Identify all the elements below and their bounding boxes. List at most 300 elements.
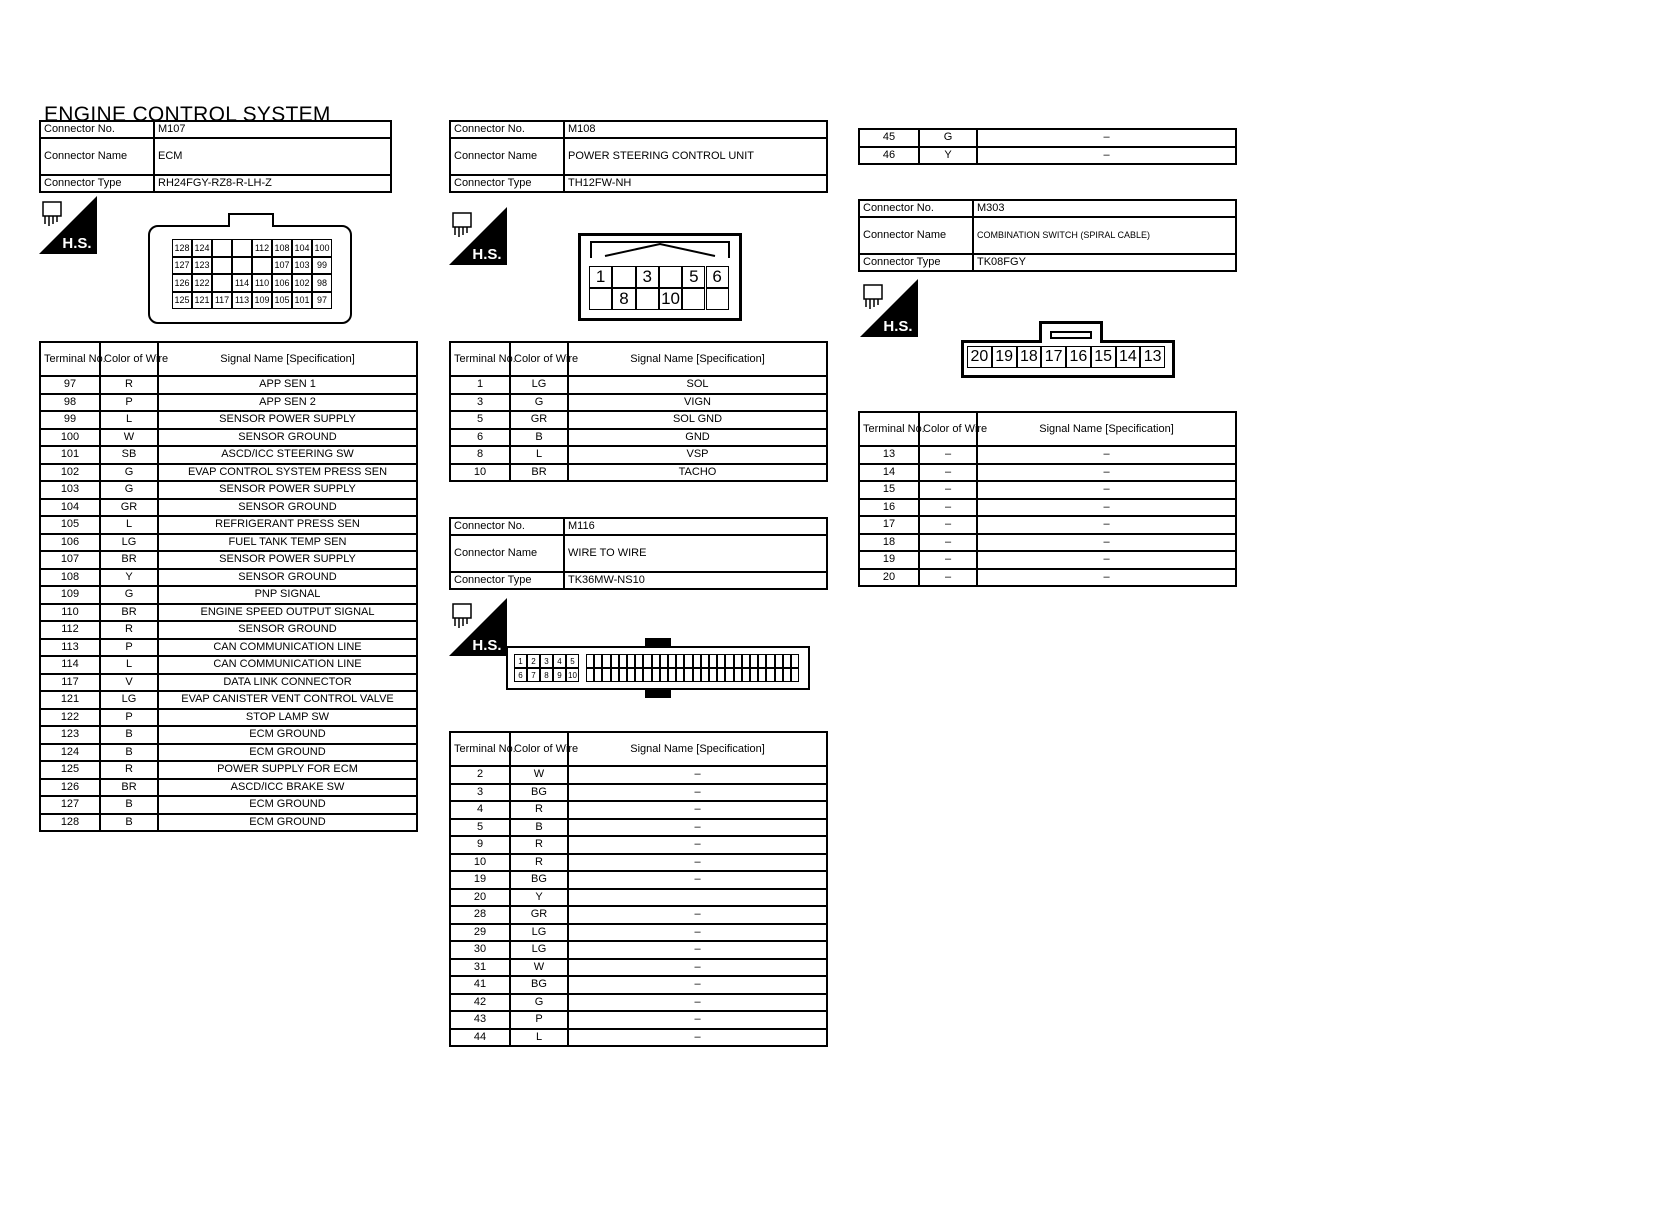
table-row <box>450 836 827 854</box>
terminal-no-cell: 107 <box>40 551 100 569</box>
signal-name-cell: SOL GND <box>568 411 827 429</box>
table-row <box>859 446 1236 464</box>
table-row <box>450 1029 827 1047</box>
terminal-no-cell: 117 <box>40 674 100 692</box>
terminal-no-cell: 102 <box>40 464 100 482</box>
m116-connector-face <box>506 646 810 690</box>
terminal-no-header: Terminal No. <box>450 342 510 376</box>
terminal-no-cell: 9 <box>450 836 510 854</box>
wire-color-cell: BG <box>510 976 568 994</box>
connector-pin <box>693 668 701 682</box>
connector-pin <box>611 668 619 682</box>
connector-pin <box>252 257 272 275</box>
m107-info-table <box>39 120 392 193</box>
wire-color-cell: G <box>510 994 568 1012</box>
connector-pin <box>611 654 619 668</box>
wire-color-cell: Y <box>919 147 977 165</box>
signal-header: Signal Name [Specification] <box>568 342 827 376</box>
hs-label: H.S. <box>472 637 502 654</box>
table-row <box>40 639 417 657</box>
terminal-no-cell: 15 <box>859 481 919 499</box>
connector-pin <box>709 654 717 668</box>
connector-pin: 6 <box>706 266 729 288</box>
wire-color-cell: P <box>100 639 158 657</box>
table-row <box>40 621 417 639</box>
wire-color-cell: Y <box>510 889 568 907</box>
connector-pin <box>791 668 799 682</box>
connector-pin <box>586 668 594 682</box>
connector-pin: 17 <box>1041 346 1066 368</box>
terminal-no-cell: 104 <box>40 499 100 517</box>
connector-pin <box>766 654 774 668</box>
connector-pin: 9 <box>553 668 566 682</box>
terminal-no-cell: 122 <box>40 709 100 727</box>
signal-name-cell: FUEL TANK TEMP SEN <box>158 534 417 552</box>
wire-color-cell: BG <box>510 784 568 802</box>
connector-pin <box>701 668 709 682</box>
connector-pin <box>612 266 635 288</box>
signal-name-cell: SENSOR GROUND <box>158 429 417 447</box>
connector-pin: 6 <box>514 668 527 682</box>
signal-name-cell: POWER SUPPLY FOR ECM <box>158 761 417 779</box>
connector-name-label: Connector Name <box>450 138 564 175</box>
wire-color-cell: B <box>100 796 158 814</box>
connector-type-value: RH24FGY-RZ8-R-LH-Z <box>154 175 391 192</box>
terminal-no-cell: 6 <box>450 429 510 447</box>
connector-pin: 99 <box>312 257 332 275</box>
terminal-no-cell: 125 <box>40 761 100 779</box>
connector-pin <box>594 654 602 668</box>
wire-color-cell: GR <box>510 906 568 924</box>
table-row <box>450 959 827 977</box>
connector-no-value: M107 <box>154 121 391 138</box>
table-row <box>40 709 417 727</box>
terminal-no-cell: 43 <box>450 1011 510 1029</box>
connector-pin <box>684 668 692 682</box>
terminal-no-cell: 10 <box>450 854 510 872</box>
connector-pin <box>791 654 799 668</box>
wire-color-cell: BR <box>100 604 158 622</box>
wire-color-cell: R <box>100 761 158 779</box>
wire-color-cell: – <box>919 534 977 552</box>
terminal-no-cell: 123 <box>40 726 100 744</box>
connector-pin: 128 <box>172 239 192 257</box>
connector-pin <box>643 654 651 668</box>
connector-pin: 2 <box>527 654 540 668</box>
connector-pin: 105 <box>272 292 292 310</box>
table-row <box>450 994 827 1012</box>
wire-color-cell: BR <box>510 464 568 482</box>
connector-pin <box>725 668 733 682</box>
terminal-no-cell: 46 <box>859 147 919 165</box>
connector-pin: 125 <box>172 292 192 310</box>
connector-pin <box>212 274 232 292</box>
signal-name-cell: GND <box>568 429 827 447</box>
connector-type-label: Connector Type <box>450 572 564 589</box>
signal-name-cell: – <box>568 836 827 854</box>
table-row <box>450 1011 827 1029</box>
signal-name-cell: SENSOR GROUND <box>158 499 417 517</box>
connector-latch <box>228 213 274 227</box>
wire-color-cell: – <box>919 516 977 534</box>
terminal-no-header: Terminal No. <box>859 412 919 446</box>
connector-pin: 3 <box>540 654 553 668</box>
table-row <box>450 784 827 802</box>
connector-pin: 7 <box>527 668 540 682</box>
signal-name-cell: STOP LAMP SW <box>158 709 417 727</box>
signal-name-cell: – <box>568 1011 827 1029</box>
table-row <box>450 801 827 819</box>
signal-name-cell: – <box>568 1029 827 1047</box>
connector-pin <box>668 668 676 682</box>
signal-name-cell: – <box>977 481 1236 499</box>
signal-header: Signal Name [Specification] <box>158 342 417 376</box>
signal-name-cell: CAN COMMUNICATION LINE <box>158 656 417 674</box>
wire-color-cell: R <box>100 376 158 394</box>
terminal-no-cell: 17 <box>859 516 919 534</box>
signal-name-cell: APP SEN 1 <box>158 376 417 394</box>
connector-pin: 19 <box>992 346 1017 368</box>
signal-name-cell: CAN COMMUNICATION LINE <box>158 639 417 657</box>
m116-continued-table <box>858 128 1237 165</box>
connector-pin <box>758 654 766 668</box>
terminal-no-header: Terminal No. <box>40 342 100 376</box>
terminal-no-cell: 8 <box>450 446 510 464</box>
signal-name-cell: PNP SIGNAL <box>158 586 417 604</box>
wire-color-cell: P <box>510 1011 568 1029</box>
signal-name-cell: – <box>977 516 1236 534</box>
wire-color-cell: BR <box>100 551 158 569</box>
terminal-no-cell: 124 <box>40 744 100 762</box>
signal-name-cell: – <box>568 994 827 1012</box>
connector-key-outline <box>591 238 729 260</box>
terminal-no-cell: 20 <box>450 889 510 907</box>
signal-name-cell: – <box>977 147 1236 165</box>
terminal-no-cell: 20 <box>859 569 919 587</box>
wire-color-cell: R <box>510 801 568 819</box>
wire-color-cell: R <box>100 621 158 639</box>
signal-header: Signal Name [Specification] <box>977 412 1236 446</box>
connector-pin: 8 <box>612 288 635 310</box>
table-row <box>40 586 417 604</box>
m116-pin-grid <box>514 654 800 682</box>
color-header: Color of Wire <box>510 342 568 376</box>
connector-pin <box>682 288 705 310</box>
signal-header: Signal Name [Specification] <box>568 732 827 766</box>
signal-name-cell: – <box>568 819 827 837</box>
table-row <box>40 499 417 517</box>
signal-name-cell: EVAP CANISTER VENT CONTROL VALVE <box>158 691 417 709</box>
terminal-no-cell: 13 <box>859 446 919 464</box>
signal-name-cell: SOL <box>568 376 827 394</box>
terminal-no-cell: 3 <box>450 784 510 802</box>
signal-name-cell: – <box>977 129 1236 147</box>
wire-color-cell: G <box>100 464 158 482</box>
wire-color-cell: W <box>100 429 158 447</box>
m116-info-table <box>449 517 828 590</box>
connector-no-value: M108 <box>564 121 827 138</box>
wire-color-cell: L <box>510 446 568 464</box>
terminal-no-cell: 106 <box>40 534 100 552</box>
connector-pin <box>232 257 252 275</box>
terminal-no-cell: 5 <box>450 411 510 429</box>
table-row <box>450 819 827 837</box>
connector-pin <box>706 288 729 310</box>
signal-name-cell: – <box>568 906 827 924</box>
connector-pin: 16 <box>1066 346 1091 368</box>
connector-pin: 1 <box>514 654 527 668</box>
signal-name-cell: – <box>977 569 1236 587</box>
m116-terminal-table <box>449 731 828 1047</box>
connector-pin <box>636 288 659 310</box>
connector-pin <box>684 654 692 668</box>
connector-pin: 20 <box>967 346 992 368</box>
table-row <box>40 481 417 499</box>
table-row <box>40 761 417 779</box>
wire-color-cell: B <box>100 726 158 744</box>
signal-name-cell: ECM GROUND <box>158 744 417 762</box>
wire-color-cell: G <box>100 586 158 604</box>
signal-name-cell: DATA LINK CONNECTOR <box>158 674 417 692</box>
connector-pin <box>232 239 252 257</box>
m107-terminal-table <box>39 341 418 832</box>
connector-pin <box>717 654 725 668</box>
connector-pin <box>668 654 676 668</box>
connector-pin <box>652 654 660 668</box>
connector-pin <box>750 668 758 682</box>
terminal-no-cell: 45 <box>859 129 919 147</box>
connector-no-value: M303 <box>973 200 1236 217</box>
connector-name-value: WIRE TO WIRE <box>564 535 827 572</box>
wire-color-cell: L <box>510 1029 568 1047</box>
table-row <box>450 941 827 959</box>
wire-color-cell: B <box>510 429 568 447</box>
wire-color-cell: LG <box>100 534 158 552</box>
table-row <box>40 394 417 412</box>
connector-pin: 121 <box>192 292 212 310</box>
table-row <box>40 779 417 797</box>
signal-name-cell: ASCD/ICC BRAKE SW <box>158 779 417 797</box>
connector-type-label: Connector Type <box>450 175 564 192</box>
connector-pin: 10 <box>566 668 579 682</box>
wire-color-cell: L <box>100 656 158 674</box>
signal-name-cell: ECM GROUND <box>158 796 417 814</box>
connector-pin <box>635 668 643 682</box>
harness-side-icon <box>860 279 918 337</box>
m303-pin-grid <box>967 346 1165 368</box>
wire-color-cell: BG <box>510 871 568 889</box>
m108-terminal-table <box>449 341 828 482</box>
terminal-no-cell: 4 <box>450 801 510 819</box>
wire-color-cell: – <box>919 481 977 499</box>
signal-name-cell: – <box>977 551 1236 569</box>
table-row <box>40 551 417 569</box>
table-row <box>450 411 827 429</box>
connector-pin: 122 <box>192 274 212 292</box>
table-row <box>859 147 1236 165</box>
connector-pin: 8 <box>540 668 553 682</box>
connector-pin <box>783 654 791 668</box>
table-row <box>450 464 827 482</box>
signal-name-cell: SENSOR POWER SUPPLY <box>158 551 417 569</box>
connector-pin: 113 <box>232 292 252 310</box>
connector-pin <box>717 668 725 682</box>
connector-pin: 15 <box>1091 346 1116 368</box>
connector-pin <box>660 668 668 682</box>
wire-color-cell: W <box>510 959 568 977</box>
table-row <box>40 726 417 744</box>
m303-connector-face <box>961 340 1175 378</box>
table-row <box>40 464 417 482</box>
wire-color-cell: LG <box>510 376 568 394</box>
connector-pin <box>619 668 627 682</box>
terminal-no-cell: 108 <box>40 569 100 587</box>
table-row <box>450 429 827 447</box>
connector-pin <box>589 288 612 310</box>
table-row <box>40 376 417 394</box>
connector-pin: 124 <box>192 239 212 257</box>
table-row <box>40 429 417 447</box>
connector-pin <box>660 654 668 668</box>
wire-color-cell: G <box>510 394 568 412</box>
table-row <box>40 411 417 429</box>
signal-name-cell: – <box>568 801 827 819</box>
table-row <box>450 394 827 412</box>
terminal-no-cell: 2 <box>450 766 510 784</box>
connector-pin <box>212 239 232 257</box>
connector-no-value: M116 <box>564 518 827 535</box>
connector-pin <box>602 668 610 682</box>
table-row <box>40 674 417 692</box>
table-row <box>40 446 417 464</box>
connector-pin <box>766 668 774 682</box>
table-row <box>40 796 417 814</box>
wire-color-cell: – <box>919 551 977 569</box>
signal-name-cell: – <box>568 976 827 994</box>
connector-pin <box>775 654 783 668</box>
m303-info-table <box>858 199 1237 272</box>
table-row <box>859 516 1236 534</box>
page-title: ENGINE CONTROL SYSTEM <box>44 103 331 126</box>
signal-name-cell: SENSOR GROUND <box>158 569 417 587</box>
terminal-no-cell: 110 <box>40 604 100 622</box>
connector-pin: 10 <box>659 288 682 310</box>
harness-side-icon <box>449 207 507 265</box>
signal-name-cell: – <box>568 766 827 784</box>
table-row <box>40 534 417 552</box>
connector-type-value: TK36MW-NS10 <box>564 572 827 589</box>
wire-color-cell: W <box>510 766 568 784</box>
connector-pin <box>742 654 750 668</box>
connector-latch <box>1039 321 1103 343</box>
color-header: Color of Wire <box>510 732 568 766</box>
connector-type-label: Connector Type <box>859 254 973 271</box>
signal-name-cell: – <box>568 871 827 889</box>
connector-pin: 101 <box>292 292 312 310</box>
terminal-no-cell: 10 <box>450 464 510 482</box>
signal-name-cell: – <box>568 854 827 872</box>
signal-name-cell: – <box>977 464 1236 482</box>
terminal-no-cell: 127 <box>40 796 100 814</box>
wire-color-cell: – <box>919 569 977 587</box>
color-header: Color of Wire <box>919 412 977 446</box>
table-row <box>859 569 1236 587</box>
connector-pin: 1 <box>589 266 612 288</box>
signal-name-cell: REFRIGERANT PRESS SEN <box>158 516 417 534</box>
connector-pin: 110 <box>252 274 272 292</box>
terminal-no-cell: 105 <box>40 516 100 534</box>
signal-name-cell: – <box>568 941 827 959</box>
terminal-no-cell: 100 <box>40 429 100 447</box>
connector-pin: 103 <box>292 257 312 275</box>
table-row <box>450 976 827 994</box>
connector-pin <box>659 266 682 288</box>
connector-no-label: Connector No. <box>450 121 564 138</box>
signal-name-cell: APP SEN 2 <box>158 394 417 412</box>
connector-pin: 127 <box>172 257 192 275</box>
table-row <box>40 691 417 709</box>
connector-latch <box>645 638 671 646</box>
signal-name-cell: ASCD/ICC STEERING SW <box>158 446 417 464</box>
connector-pin <box>693 654 701 668</box>
connector-pin <box>701 654 709 668</box>
wire-color-cell: BR <box>100 779 158 797</box>
terminal-no-cell: 3 <box>450 394 510 412</box>
terminal-no-cell: 18 <box>859 534 919 552</box>
connector-type-value: TH12FW-NH <box>564 175 827 192</box>
hs-label: H.S. <box>883 318 913 335</box>
connector-no-label: Connector No. <box>40 121 154 138</box>
terminal-no-cell: 128 <box>40 814 100 832</box>
connector-pin: 97 <box>312 292 332 310</box>
connector-pin: 104 <box>292 239 312 257</box>
wire-color-cell: Y <box>100 569 158 587</box>
connector-pin: 5 <box>682 266 705 288</box>
wire-color-cell: R <box>510 836 568 854</box>
wire-color-cell: V <box>100 674 158 692</box>
table-row <box>450 854 827 872</box>
connector-pin: 102 <box>292 274 312 292</box>
table-row <box>40 569 417 587</box>
connector-type-value: TK08FGY <box>973 254 1236 271</box>
terminal-no-cell: 14 <box>859 464 919 482</box>
terminal-no-cell: 114 <box>40 656 100 674</box>
terminal-no-cell: 101 <box>40 446 100 464</box>
wire-color-cell: R <box>510 854 568 872</box>
connector-pin: 106 <box>272 274 292 292</box>
connector-type-label: Connector Type <box>40 175 154 192</box>
signal-name-cell: VIGN <box>568 394 827 412</box>
table-row <box>40 516 417 534</box>
terminal-no-cell: 121 <box>40 691 100 709</box>
wire-color-cell: – <box>919 446 977 464</box>
connector-pin: 4 <box>553 654 566 668</box>
terminal-no-cell: 97 <box>40 376 100 394</box>
signal-name-cell: TACHO <box>568 464 827 482</box>
connector-pin <box>676 654 684 668</box>
connector-pin: 14 <box>1116 346 1141 368</box>
connector-name-label: Connector Name <box>859 217 973 254</box>
wire-color-cell: LG <box>510 941 568 959</box>
connector-pin <box>602 654 610 668</box>
signal-name-cell: ECM GROUND <box>158 726 417 744</box>
wire-color-cell: B <box>100 744 158 762</box>
terminal-no-cell: 113 <box>40 639 100 657</box>
signal-name-cell: – <box>568 959 827 977</box>
wire-color-cell: LG <box>510 924 568 942</box>
terminal-no-cell: 112 <box>40 621 100 639</box>
terminal-no-cell: 103 <box>40 481 100 499</box>
